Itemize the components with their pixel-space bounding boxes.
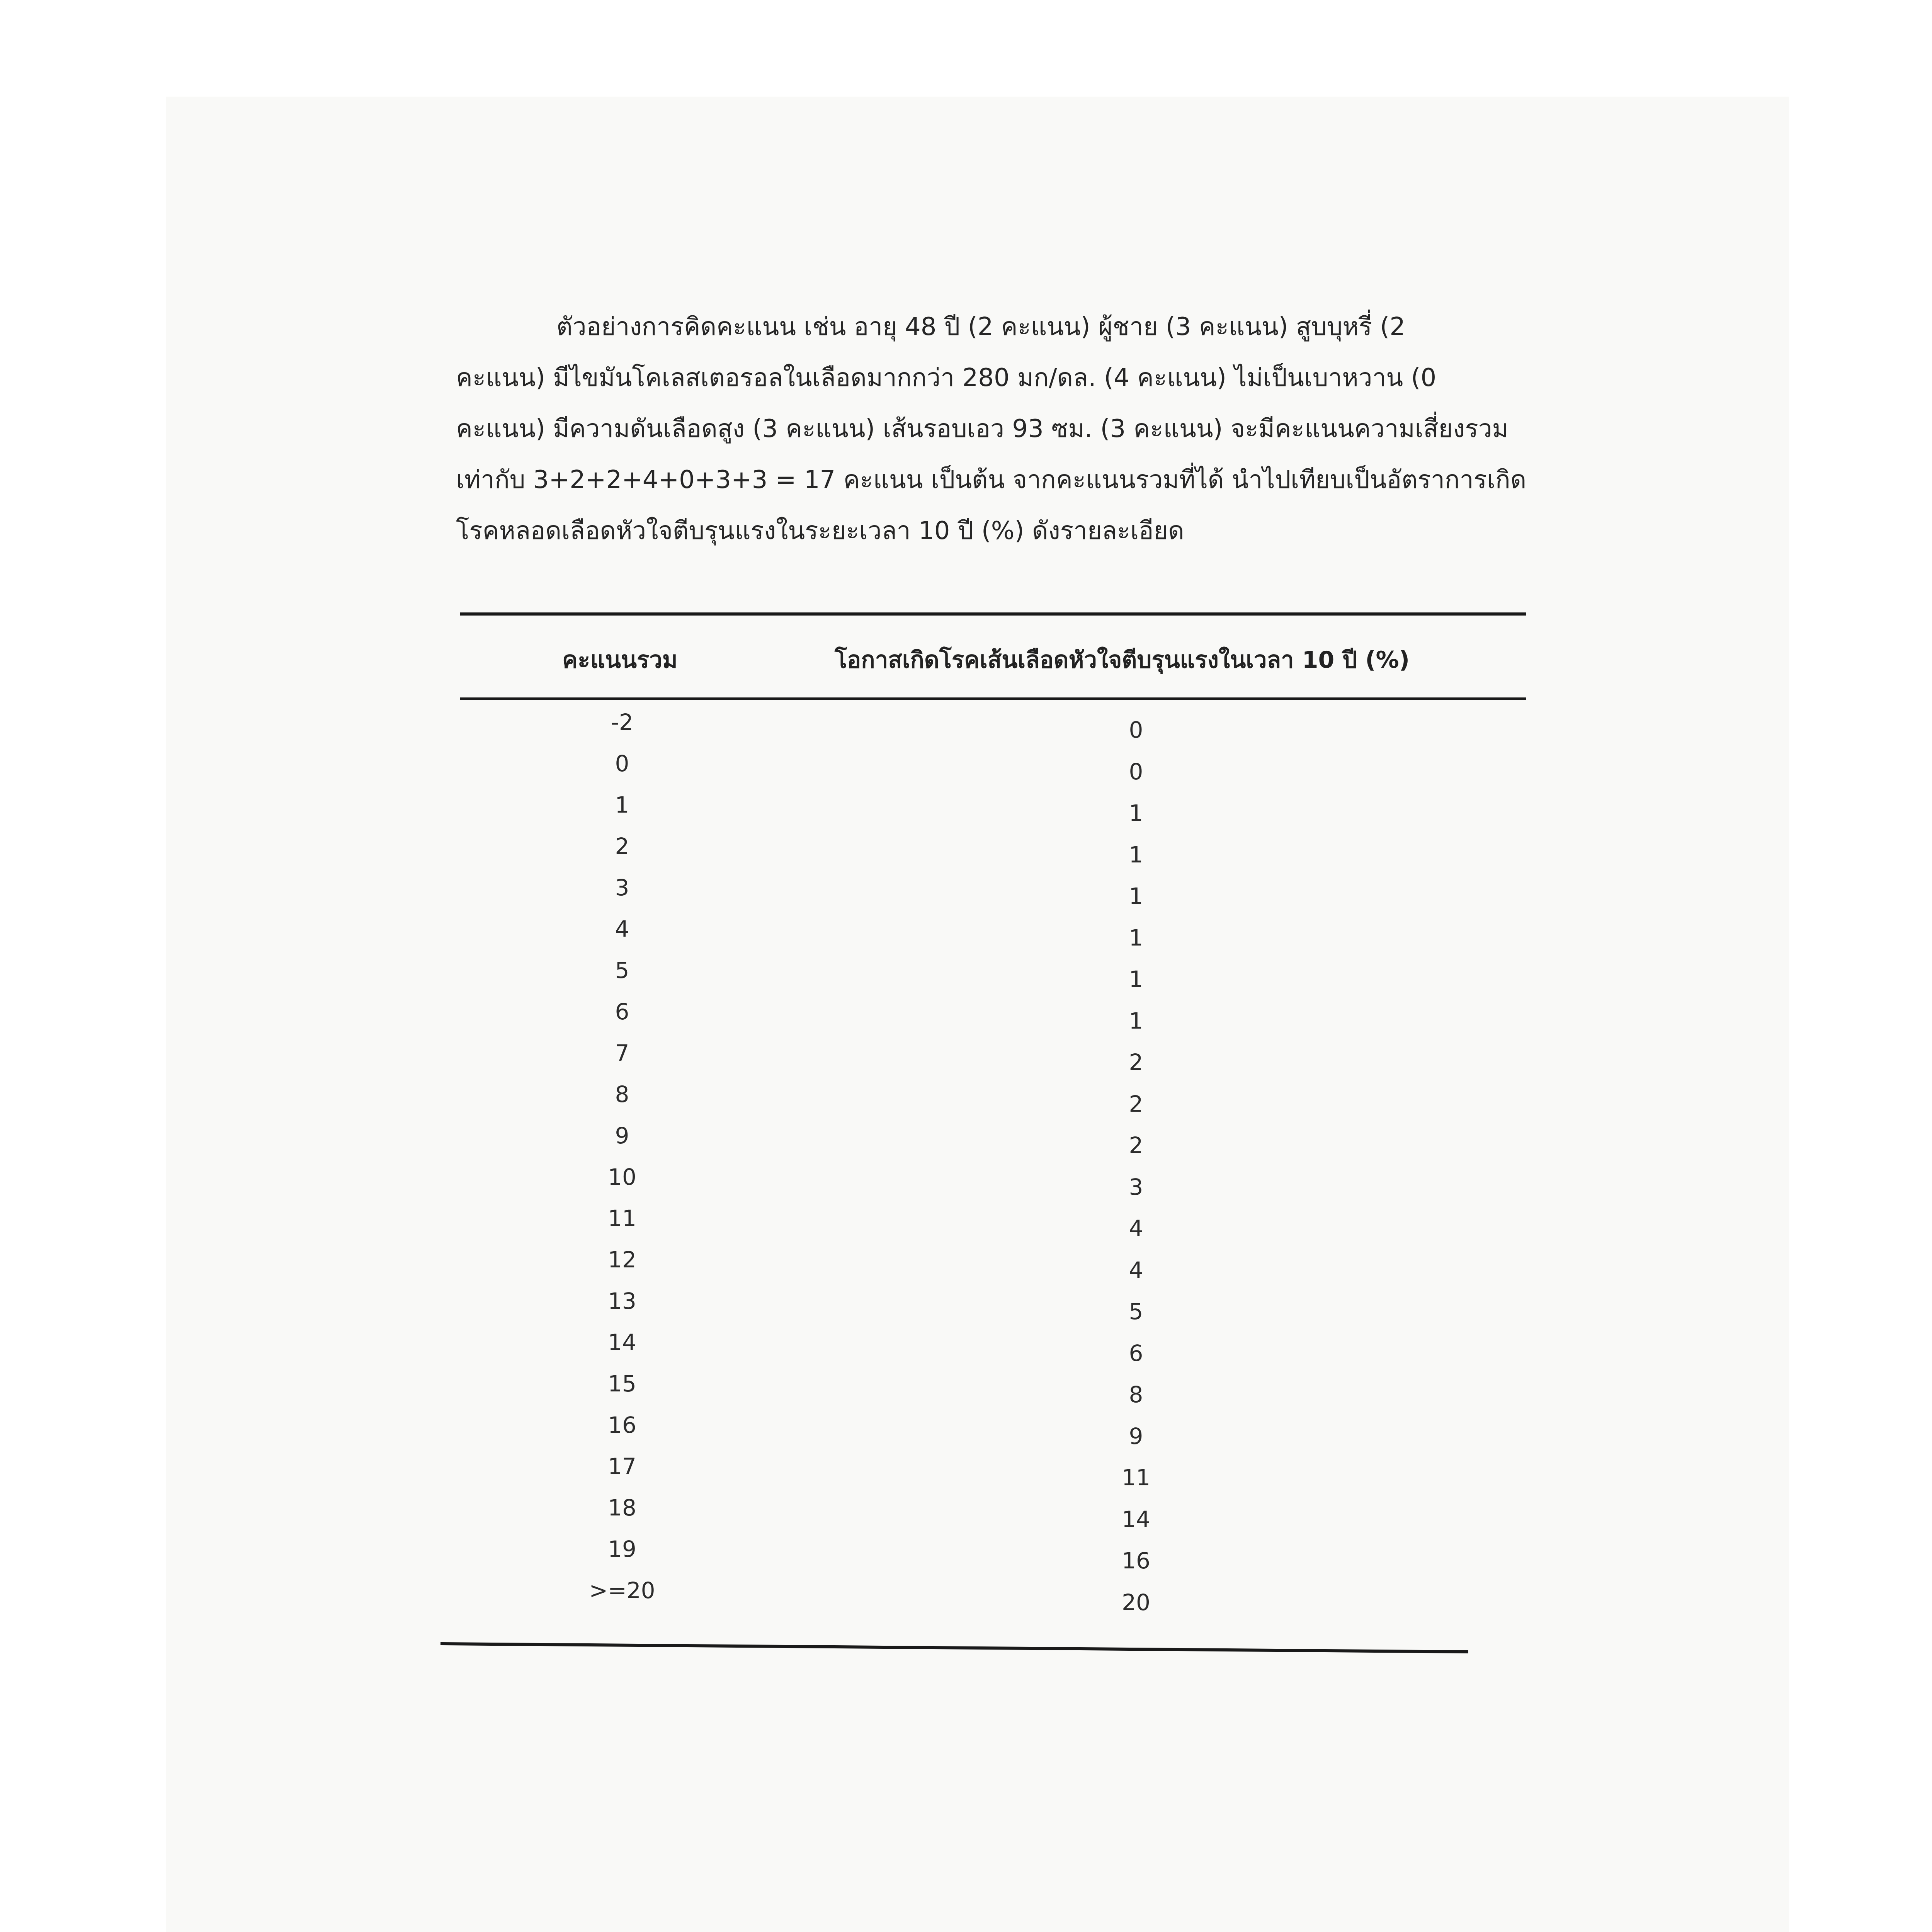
risk-cell: 1 bbox=[1129, 966, 1143, 992]
score-cell: 13 bbox=[608, 1288, 636, 1314]
risk-cell: 6 bbox=[1129, 1340, 1143, 1366]
risk-cell: 2 bbox=[1129, 1090, 1143, 1117]
score-cell: 3 bbox=[615, 874, 629, 901]
paragraph-line: คะแนน) มีความดันเลือดสูง (3 คะแนน) เส้นรอบเอว 93 ซม. (3 คะแนน) จะมีคะแนนความเสี่ยงรวม bbox=[456, 415, 1509, 443]
paragraph-line: ตัวอย่างการคิดคะแนน เช่น อายุ 48 ปี (2 คะแนน) ผู้ชาย (3 คะแนน) สูบบุหรี่ (2 bbox=[556, 313, 1405, 341]
risk-cell: 2 bbox=[1129, 1132, 1143, 1158]
score-cell: 18 bbox=[608, 1495, 636, 1521]
risk-cell: 1 bbox=[1129, 883, 1143, 909]
risk-cell: 0 bbox=[1129, 717, 1143, 743]
score-cell: 2 bbox=[615, 833, 629, 859]
score-cell: >=20 bbox=[589, 1577, 655, 1604]
score-cell: 12 bbox=[608, 1247, 636, 1273]
risk-cell: 20 bbox=[1122, 1589, 1150, 1616]
column-header-score: คะแนนรวม bbox=[562, 646, 678, 673]
risk-cell: 8 bbox=[1129, 1381, 1143, 1408]
score-cell: 11 bbox=[608, 1205, 636, 1231]
score-cell: 6 bbox=[615, 998, 629, 1025]
risk-cell: 9 bbox=[1129, 1423, 1143, 1449]
score-cell: 8 bbox=[615, 1081, 629, 1107]
score-cell: 0 bbox=[615, 750, 629, 777]
score-cell: 9 bbox=[615, 1122, 629, 1149]
risk-cell: 4 bbox=[1129, 1215, 1143, 1242]
table-top-rule bbox=[460, 612, 1526, 616]
score-cell: 10 bbox=[608, 1164, 636, 1190]
score-cell: 19 bbox=[608, 1536, 636, 1562]
risk-cell: 5 bbox=[1129, 1298, 1143, 1325]
risk-cell: 1 bbox=[1129, 924, 1143, 951]
paragraph-line: โรคหลอดเลือดหัวใจตีบรุนแรงในระยะเวลา 10 ปี (%) ดังรายละเอียด bbox=[456, 517, 1184, 545]
risk-cell: 2 bbox=[1129, 1049, 1143, 1075]
risk-cell: 3 bbox=[1129, 1173, 1143, 1200]
score-cell: 15 bbox=[608, 1371, 636, 1397]
risk-cell: 1 bbox=[1129, 800, 1143, 826]
score-cell: 16 bbox=[608, 1412, 636, 1438]
score-cell: 7 bbox=[615, 1040, 629, 1066]
risk-cell: 1 bbox=[1129, 841, 1143, 868]
score-cell: 14 bbox=[608, 1329, 636, 1355]
risk-cell: 4 bbox=[1129, 1257, 1143, 1283]
score-cell: 5 bbox=[615, 957, 629, 983]
score-cell: 4 bbox=[615, 916, 629, 942]
risk-cell: 11 bbox=[1122, 1464, 1150, 1491]
risk-cell: 14 bbox=[1122, 1506, 1150, 1532]
table-header-rule bbox=[460, 697, 1526, 700]
score-cell: -2 bbox=[611, 709, 633, 735]
risk-cell: 0 bbox=[1129, 758, 1143, 785]
score-cell: 17 bbox=[608, 1453, 636, 1480]
explanation-paragraph bbox=[456, 301, 1530, 556]
risk-cell: 1 bbox=[1129, 1007, 1143, 1034]
paragraph-line: เท่ากับ 3+2+2+4+0+3+3 = 17 คะแนน เป็นต้น จากคะแนนรวมที่ได้ นำไปเทียบเป็นอัตราการเกิด bbox=[456, 466, 1527, 494]
column-header-risk: โอกาสเกิดโรคเส้นเลือดหัวใจตีบรุนแรงในเวลา 10 ปี (%) bbox=[835, 646, 1410, 673]
score-cell: 1 bbox=[615, 792, 629, 818]
paragraph-line: คะแนน) มีไขมันโคเลสเตอรอลในเลือดมากกว่า 280 มก/ดล. (4 คะแนน) ไม่เป็นเบาหวาน (0 bbox=[456, 364, 1437, 392]
risk-cell: 16 bbox=[1122, 1548, 1150, 1574]
